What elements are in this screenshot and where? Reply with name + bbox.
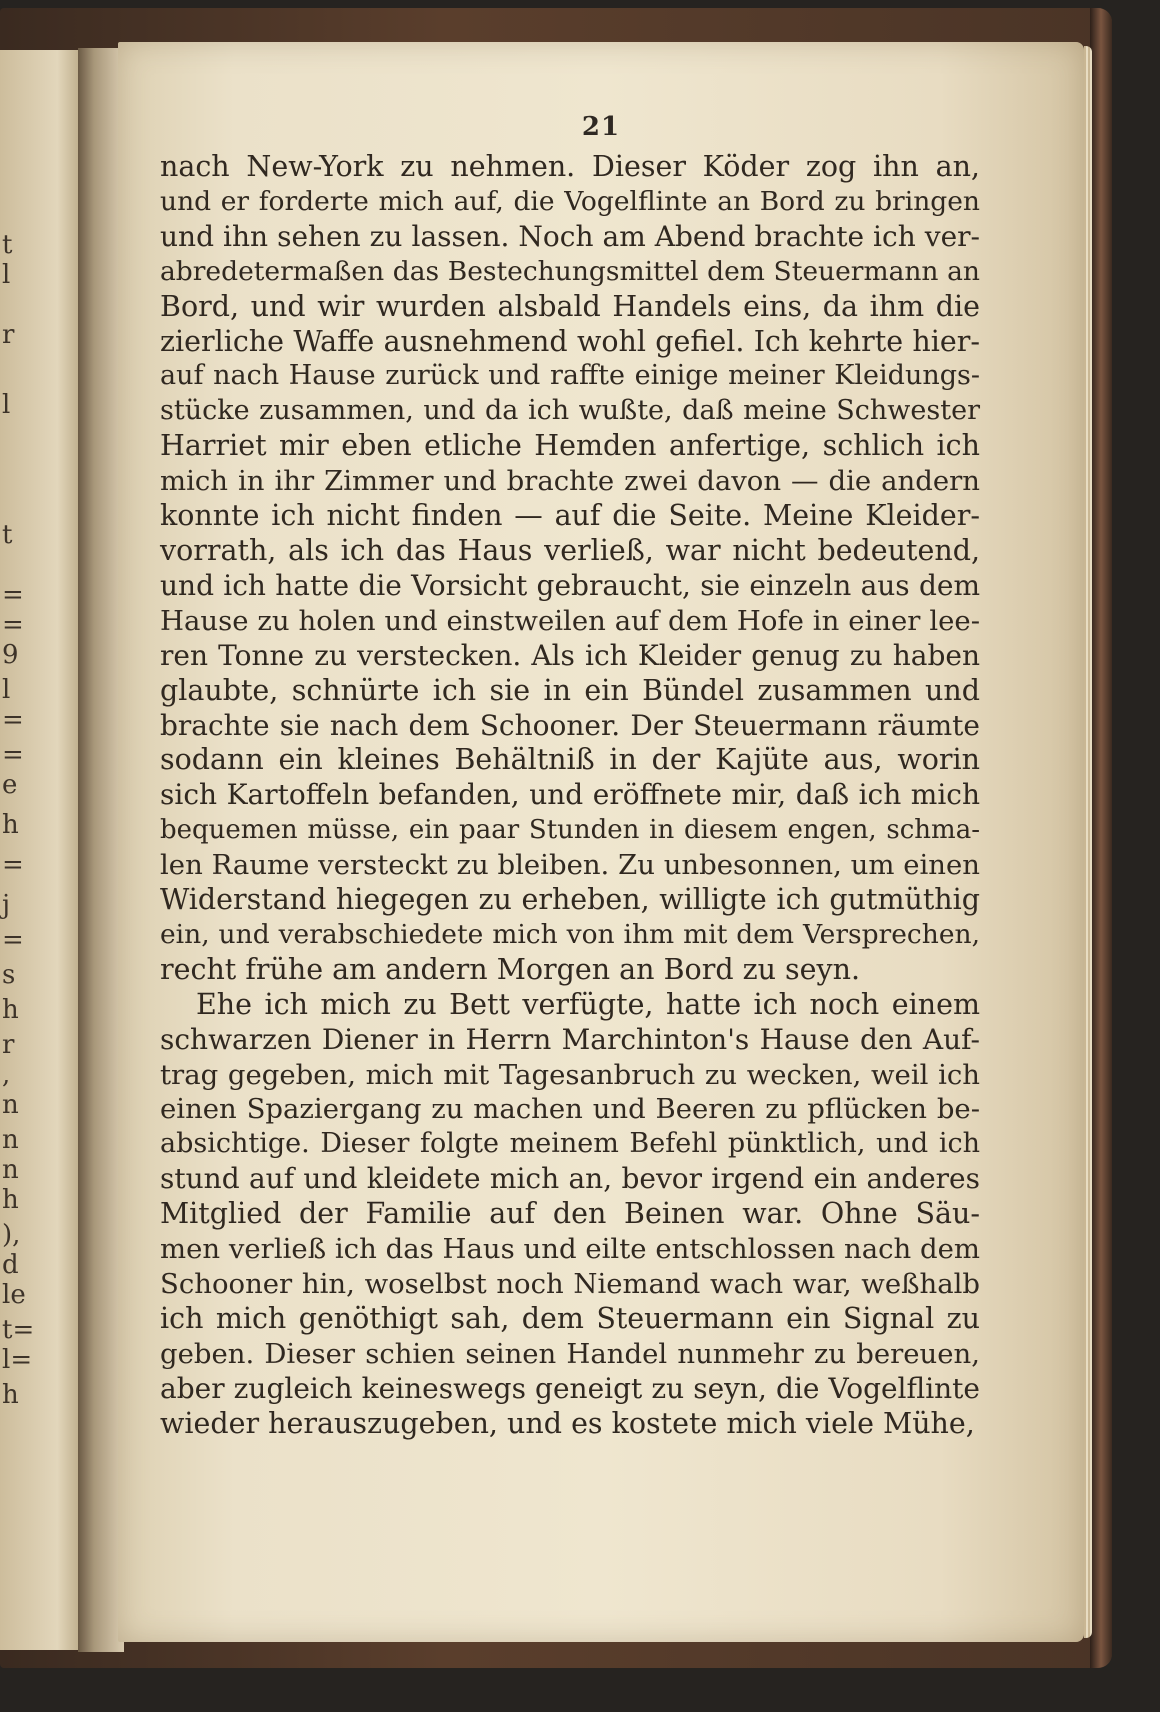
text-line: trag gegeben, mich mit Tagesanbruch zu wecken, weil ich — [160, 1058, 980, 1091]
text-line: Widerstand hiegegen zu erheben, willigte ich gutmüthig — [160, 883, 980, 917]
text-line: ich mich genöthigt sah, dem Steuermann ein Signal zu — [160, 1301, 980, 1335]
page-number: 21 — [581, 112, 621, 142]
text-line: und ich hatte die Vorsicht gebraucht, sie einzeln aus dem — [160, 568, 980, 602]
edge-letter: h — [2, 1380, 19, 1410]
text-line: schwarzen Diener in Herrn Marchinton's Hause den Auf- — [160, 1022, 980, 1056]
text-line: Hause zu holen und einstweilen auf dem Hofe in einer lee- — [160, 604, 980, 637]
text-line: sich Kartoffeln befanden, und eröffnete mir, daß ich mich — [160, 778, 980, 812]
edge-letter: 9 — [2, 640, 19, 670]
text-line: zierliche Waffe ausnehmend wohl gefiel. Ich kehrte hier- — [160, 324, 980, 358]
text-line: stund auf und kleidete mich an, bevor irgend ein anderes — [160, 1162, 980, 1196]
edge-letter: r — [2, 320, 15, 350]
edge-letter: n — [2, 1090, 19, 1120]
text-line: bequemen müsse, ein paar Stunden in diesem engen, schma- — [160, 815, 980, 846]
edge-letter: = — [2, 925, 24, 955]
previous-page — [0, 50, 82, 1650]
text-line: vorrath, als ich das Haus verließ, war nicht bedeutend, — [160, 533, 980, 567]
text-line: absichtige. Dieser folgte meinem Befehl pünktlich, und ich — [160, 1128, 980, 1160]
text-line: und er forderte mich auf, die Vogelflinte an Bord zu bringen — [160, 185, 980, 217]
edge-letter: l — [2, 390, 11, 420]
edge-letter: l — [2, 260, 11, 290]
text-line: nach New-York zu nehmen. Dieser Köder zog ihn an, — [160, 150, 980, 183]
text-line: recht frühe am andern Morgen an Bord zu seyn. — [160, 952, 861, 986]
edge-letter: h — [2, 1185, 19, 1215]
text-line: geben. Dieser schien seinen Handel nunmehr zu bereuen, — [160, 1337, 980, 1370]
previous-page-edge-letters — [2, 50, 35, 1650]
text-line: Schooner hin, woselbst noch Niemand wach war, weßhalb — [160, 1268, 980, 1300]
edge-letter: l — [2, 675, 11, 705]
edge-letter: h — [2, 810, 19, 840]
text-line: Harriet mir eben etliche Hemden anfertige, schlich ich — [160, 429, 980, 463]
text-line: ren Tonne zu verstecken. Als ich Kleider genug zu haben — [160, 638, 980, 672]
edge-letter: n — [2, 1125, 19, 1155]
edge-letter: n — [2, 1155, 19, 1185]
text-line: mich in ihr Zimmer und brachte zwei davon — die andern — [160, 465, 980, 498]
edge-letter: le — [2, 1280, 26, 1310]
text-line: einen Spaziergang zu machen und Beeren zu pflücken be- — [160, 1093, 980, 1126]
text-line: konnte ich nicht finden — auf die Seite. Meine Kleider- — [160, 499, 980, 533]
edge-letter: t — [2, 520, 13, 550]
edge-letter: t= — [2, 1315, 35, 1345]
book-page — [118, 42, 1084, 1642]
edge-letter: = — [2, 740, 24, 770]
text-line: aber zugleich keineswegs geneigt zu seyn, die Vogelflinte — [160, 1371, 980, 1405]
edge-letter: , — [2, 1060, 11, 1090]
edge-letter: = — [2, 580, 24, 610]
text-line: brachte sie nach dem Schooner. Der Steuermann räumte — [160, 708, 980, 742]
edge-letter: s — [2, 960, 16, 990]
text-line: wieder herauszugeben, und es kostete mich viele Mühe, — [160, 1406, 975, 1440]
cover-edge — [1090, 8, 1112, 1668]
edge-letter: h — [2, 995, 19, 1025]
edge-letter: = — [2, 610, 24, 640]
page-body-text — [160, 150, 980, 1442]
text-line: Bord, und wir wurden alsbald Handels eins, da ihm die — [160, 289, 980, 323]
text-line: glaubte, schnürte ich sie in ein Bündel zusammen und — [160, 673, 980, 707]
text-line: Ehe ich mich zu Bett verfügte, hatte ich noch einem — [196, 987, 980, 1021]
text-line: Mitglied der Familie auf den Beinen war. Ohne Säu- — [160, 1197, 980, 1231]
text-line: ein, und verabschiedete mich von ihm mit dem Versprechen, — [160, 918, 980, 950]
edge-letter: = — [2, 705, 24, 735]
text-line: auf nach Hause zurück und raffte einige meiner Kleidungs- — [160, 360, 980, 392]
edge-letter: r — [2, 1030, 15, 1060]
edge-letter: e — [2, 770, 18, 800]
edge-letter: = — [2, 850, 24, 880]
text-line: und ihn sehen zu lassen. Noch am Abend brachte ich ver- — [160, 219, 980, 253]
text-line: stücke zusammen, und da ich wußte, daß meine Schwester — [160, 395, 980, 427]
text-line: abredetermaßen das Bestechungsmittel dem Steuermann an — [160, 255, 980, 287]
page-edges — [1084, 46, 1092, 1638]
edge-letter: ), — [2, 1220, 21, 1250]
edge-letter: d — [2, 1250, 19, 1280]
text-line: sodann ein kleines Behältniß in der Kajüte aus, worin — [160, 743, 980, 777]
edge-letter: t — [2, 230, 13, 260]
edge-letter: j — [2, 890, 11, 920]
text-line: men verließ ich das Haus und eilte entschlossen nach dem — [160, 1233, 980, 1266]
text-line: len Raume versteckt zu bleiben. Zu unbesonnen, um einen — [160, 849, 980, 882]
edge-letter: l= — [2, 1345, 33, 1375]
